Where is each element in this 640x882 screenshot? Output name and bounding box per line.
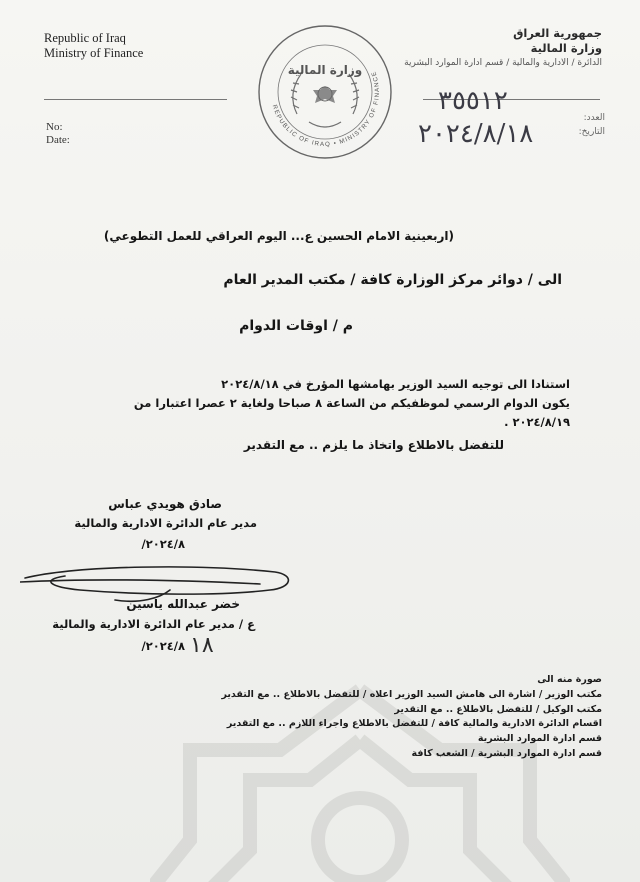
ministry-name-en: Ministry of Finance xyxy=(44,46,144,60)
copies-list xyxy=(221,673,602,762)
copy-item: قسم ادارة الموارد البشرية / الشعب كافة xyxy=(411,747,602,759)
signatory-1-title: مدير عام الدائرة الادارية والمالية xyxy=(74,516,257,530)
reference-number: ٣٥٥١٢ xyxy=(438,86,508,116)
copy-item: مكتب الوكيل / للتفضل بالاطلاع .. مع التقدير xyxy=(394,703,602,715)
number-label-ar: العدد: xyxy=(583,113,605,123)
reference-english xyxy=(46,121,70,147)
signatory-1-date: ٢٠٢٤/٨/ xyxy=(141,537,185,551)
copy-item: قسم ادارة الموارد البشرية xyxy=(477,733,602,745)
occasion-line: (اربعينية الامام الحسين ع... اليوم العراقي للعمل التطوعي) xyxy=(103,229,454,243)
signatory-1-name: صادق هويدي عباس xyxy=(108,497,222,511)
seal-inscription: وزارة المالية xyxy=(287,63,363,77)
copy-item: اقسام الدائرة الادارية والمالية كافة / للتفضل بالاطلاع واجراء اللازم .. مع التقدير xyxy=(226,718,602,730)
country-name-en: Republic of Iraq xyxy=(44,31,126,45)
ministry-name-ar: وزارة المالية xyxy=(530,41,602,55)
header-english xyxy=(44,31,143,61)
copies-heading: صورة منه الى xyxy=(537,674,602,685)
copy-item: مكتب الوزير / اشارة الى هامش السيد الوزير اعلاه / للتفضل بالاطلاع .. مع التقدير xyxy=(221,688,602,700)
date-label-ar: التاريخ: xyxy=(578,127,605,137)
header-arabic xyxy=(404,26,602,71)
addressee-line: الى / دوائر مركز الوزارة كافة / مكتب المدير العام xyxy=(223,272,562,288)
seal-ring-text: REPUBLIC OF IRAQ • MINISTRY OF FINANCE xyxy=(270,69,382,149)
ministry-seal xyxy=(257,24,393,160)
subject-line: م / اوقات الدوام xyxy=(239,318,353,334)
signatory-2-date: ٢٠٢٤/٨/ xyxy=(141,639,185,653)
date-label: Date: xyxy=(46,134,70,146)
department-name: الدائرة / الادارية والمالية / قسم ادارة الموارد البشرية xyxy=(404,58,602,68)
header-divider-left xyxy=(44,99,227,100)
country-name-ar: جمهورية العراق xyxy=(513,26,602,40)
signatory-2-handwritten-day: ١٨ xyxy=(190,633,214,658)
closing-line: للتفضل بالاطلاع واتخاذ ما يلزم .. مع التقدير xyxy=(243,438,504,452)
body-line-2: يكون الدوام الرسمي لموظفيكم من الساعة ٨ صباحا ولغاية ٢ عصرا اعتبارا من xyxy=(133,396,570,410)
reference-date: ٢٠٢٤/٨/١٨ xyxy=(418,119,534,149)
signatory-2-title: ع / مدير عام الدائرة الادارية والمالية xyxy=(52,617,255,631)
body-line-1: استنادا الى توجيه السيد الوزير بهامشها المؤرخ في ٢٠٢٤/٨/١٨ xyxy=(221,377,570,391)
no-label: No: xyxy=(46,121,63,133)
signatory-2-name: خضر عبدالله ياسين xyxy=(126,597,240,611)
body-line-3: ٢٠٢٤/٨/١٩ . xyxy=(504,415,570,429)
svg-text:REPUBLIC OF IRAQ • MINISTRY OF xyxy=(271,70,381,148)
